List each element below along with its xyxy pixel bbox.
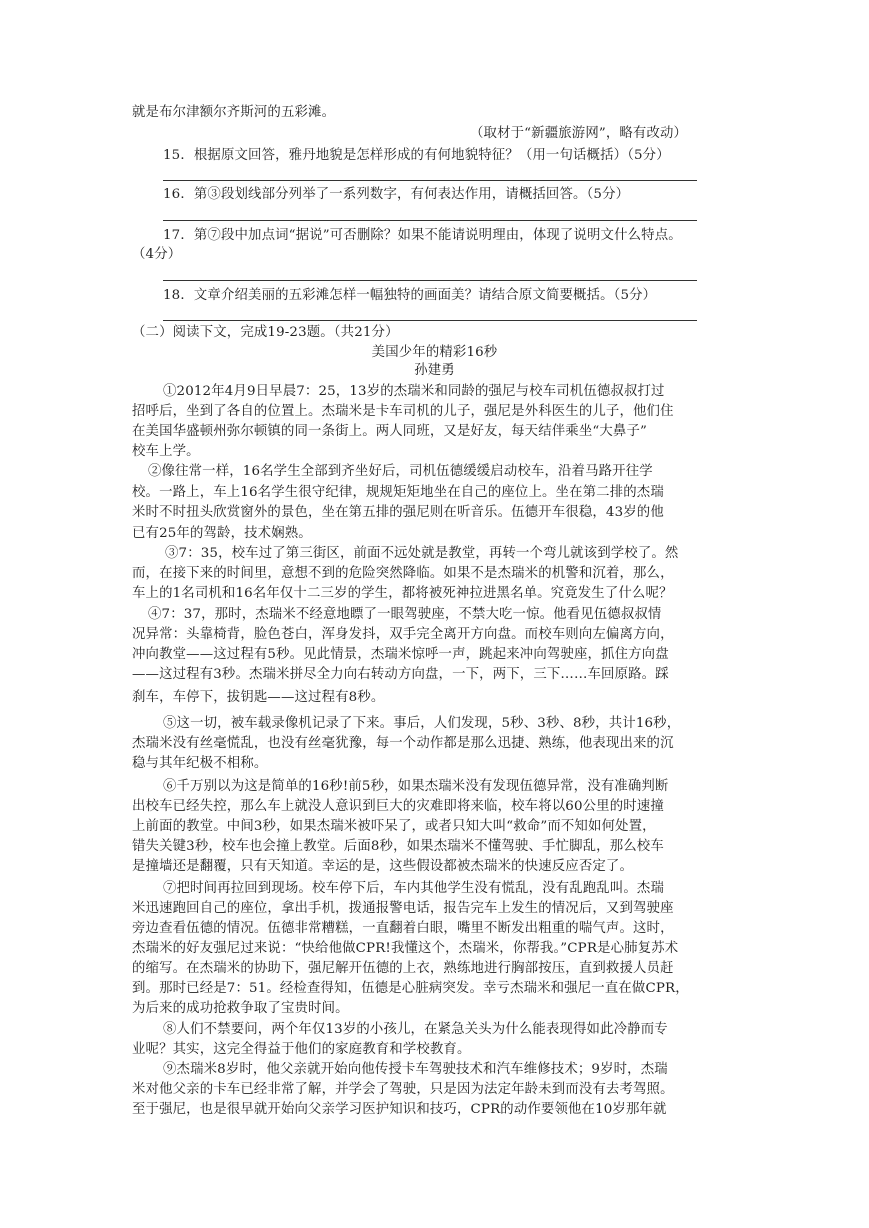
body-line: 米迅速跑回自己的座位，拿出手机，拨通报警电话，报告完车上发生的情况后，又到驾驶座 [132, 901, 674, 916]
body-line: 杰瑞米的好友强尼过来说：“快给他做CPR!我懂这个，杰瑞米，你帮我。”CPR是心肺复苏术 [132, 941, 679, 956]
body-line: 米对他父亲的卡车已经非常了解，并学会了驾驶，只是因为法定年龄未到而没有去考驾照。 [132, 1082, 674, 1097]
question-15: 15．根据原文回答，雅丹地貌是怎样形成的有何地貌特征？（用一句话概括）（5分） [163, 148, 670, 163]
body-line: 业呢？其实，这完全得益于他们的家庭教育和学校教育。 [132, 1042, 471, 1057]
body-line: 车上的1名司机和16名年仅十二三岁的学生，都将被死神拉进黑名单。究竟发生了什么呢？ [132, 586, 673, 601]
body-line: 在美国华盛顿州弥尔顿镇的同一条街上。两人同班，又是好友，每天结伴乘坐“大鼻子” [132, 424, 647, 439]
question-17: 17．第⑦段中加点词“据说”可否删除？如果不能请说明理由，体现了说明文什么特点。 [163, 228, 682, 243]
section-heading: （二）阅读下文，完成19-23题。（共21分） [132, 325, 399, 340]
body-line: 已有25年的驾龄，技术娴熟。 [132, 526, 312, 541]
body-line: ②像往常一样，16名学生全部到齐坐好后，司机伍德缓缓启动校车，沿着马路开往学 [148, 464, 653, 479]
source-note: （取材于“新疆旅游网”，略有改动） [470, 126, 688, 141]
answer-line-18[interactable] [163, 320, 697, 321]
body-line: 米时不时扭头欣赏窗外的景色，坐在第五排的强尼则在听音乐。伍德开车很稳，43岁的他 [132, 505, 664, 520]
intro-tail: 就是布尔津额尔齐斯河的五彩滩。 [132, 105, 336, 120]
body-line: 校车上学。 [132, 444, 200, 459]
body-line: 为后来的成功抢救争取了宝贵时间。 [132, 1001, 349, 1016]
body-line: 旁边查看伍德的情况。伍德非常糟糕，一直翻着白眼，嘴里不断发出粗重的喘气声。这时， [132, 921, 674, 936]
question-18: 18．文章介绍美丽的五彩滩怎样一幅独特的画面美？请结合原文简要概括。（5分） [163, 288, 657, 303]
question-16: 16．第③段划线部分列举了一系列数字，有何表达作用，请概括回答。（5分） [163, 187, 630, 202]
body-line: 至于强尼，也是很早就开始向父亲学习医护知识和技巧，CPR的动作要领他在10岁那年就 [132, 1102, 667, 1117]
article-title: 美国少年的精彩16秒 [371, 345, 498, 360]
body-line: 招呼后，坐到了各自的位置上。杰瑞米是卡车司机的儿子，强尼是外科医生的儿子，他们住 [132, 404, 674, 419]
body-line: 上前面的教堂。中间3秒，如果杰瑞米被吓呆了，或者只知大叫“救命”而不知如何处置， [132, 819, 656, 834]
body-line: 到。那时已经是7：51。经检查得知，伍德是心脏病突发。幸亏杰瑞米和强尼一直在做CPR， [132, 981, 689, 996]
body-line: 杰瑞米没有丝毫慌乱，也没有丝毫犹豫，每一个动作都是那么迅捷、熟练，他表现出来的沉 [132, 736, 674, 751]
body-line: 况异常：头靠椅背，脸色苍白，浑身发抖，双手完全离开方向盘。而校车则向左偏离方向， [132, 627, 674, 642]
body-line: 而，在接下来的时间里，意想不到的危险突然降临。如果不是杰瑞米的机警和沉着，那么， [132, 566, 674, 581]
answer-line-16[interactable] [163, 220, 697, 221]
body-line: 冲向教堂——这过程有5秒。见此情景，杰瑞米惊呼一声，跳起来冲向驾驶座，抓住方向盘 [132, 647, 669, 662]
body-line: 是撞墙还是翻覆，只有天知道。幸运的是，这些假设都被杰瑞米的快速反应否定了。 [132, 859, 634, 874]
body-line: 错失关键3秒，校车也会撞上教堂。后面8秒，如果杰瑞米不懂驾驶、手忙脚乱，那么校车 [132, 839, 664, 854]
body-line: 稳与其年纪极不相称。 [132, 756, 268, 771]
body-line: 校。一路上，车上16名学生很守纪律，规规矩矩地坐在自己的座位上。坐在第二排的杰瑞 [132, 485, 664, 500]
body-line: ⑤这一切，被车载录像机记录了下来。事后，人们发现，5秒、3秒、8秒，共计16秒， [163, 716, 681, 731]
body-line: 出校车已经失控，那么车上就没人意识到巨大的灾难即将来临，校车将以60公里的时速撞 [132, 799, 664, 814]
body-line: ①2012年4月9日早晨7：25，13岁的杰瑞米和同龄的强尼与校车司机伍德叔叔打过 [163, 384, 665, 399]
body-line: ⑨杰瑞米8岁时，他父亲就开始向他传授卡车驾驶技术和汽车维修技术；9岁时，杰瑞 [163, 1062, 668, 1077]
body-line: 的缩写。在杰瑞米的协助下，强尼解开伍德的上衣，熟练地进行胸部按压，直到救援人员赶 [132, 961, 674, 976]
question-17-score: （4分） [132, 247, 182, 262]
body-line: ——这过程有3秒。杰瑞米拼尽全力向右转动方向盘，一下，两下，三下……车回原路。踩 [132, 667, 669, 682]
body-line: ④7：37，那时，杰瑞米不经意地瞟了一眼驾驶座，不禁大吃一惊。他看见伍德叔叔情 [148, 607, 662, 622]
answer-line-17[interactable] [163, 280, 697, 281]
body-line: ③7：35，校车过了第三街区，前面不远处就是教堂，再转一个弯儿就该到学校了。然 [165, 546, 679, 561]
body-line: ⑥千万别以为这是简单的16秒!前5秒，如果杰瑞米没有发现伍德异常，没有准确判断 [163, 779, 669, 794]
article-author: 孙建勇 [414, 363, 455, 378]
body-line: 刹车，车停下，拔钥匙——这过程有8秒。 [132, 690, 385, 705]
body-line: ⑧人们不禁要问，两个年仅13岁的小孩儿，在紧急关头为什么能表现得如此冷静而专 [163, 1022, 668, 1037]
answer-line-15[interactable] [163, 180, 697, 181]
body-line: ⑦把时间再拉回到现场。校车停下后，车内其他学生没有慌乱，没有乱跑乱叫。杰瑞 [163, 881, 665, 896]
